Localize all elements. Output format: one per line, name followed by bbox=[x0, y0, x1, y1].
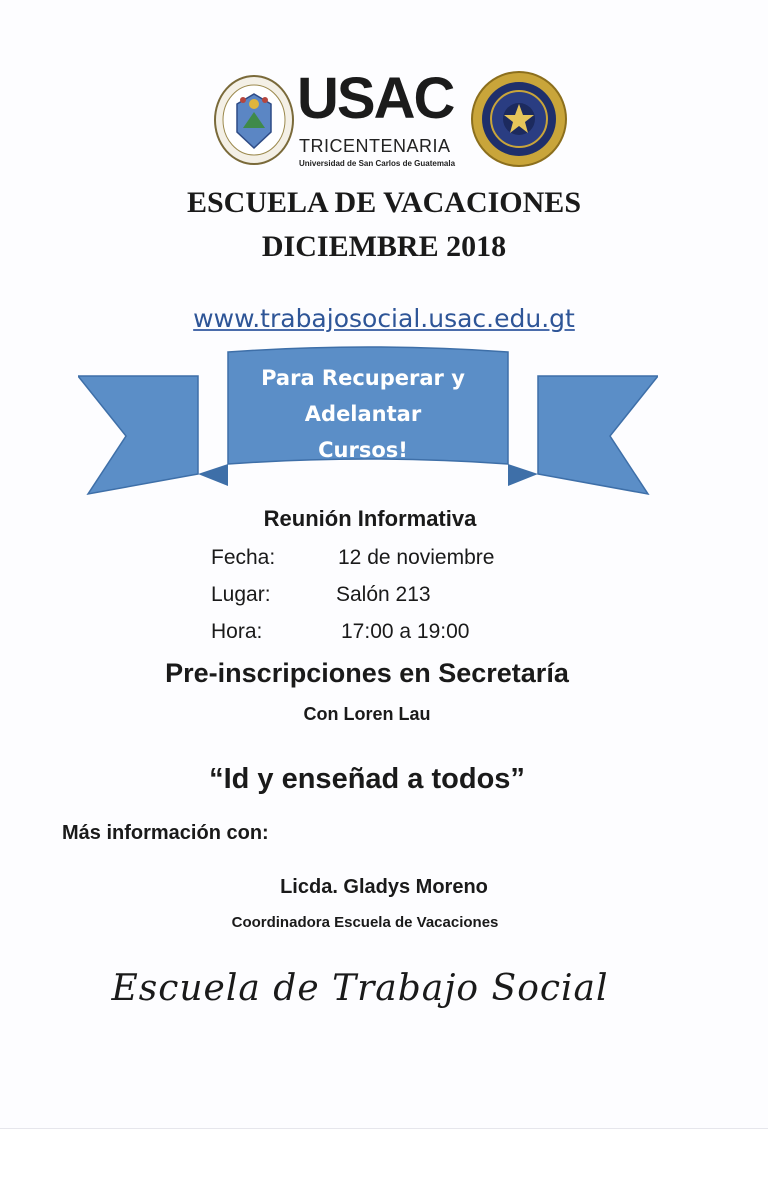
preinscription-heading: Pre-inscripciones en Secretaría bbox=[165, 658, 569, 688]
scan-bottom-edge bbox=[0, 1128, 768, 1201]
banner-line-2: Adelantar bbox=[304, 402, 422, 426]
page-title-line-1: ESCUELA DE VACACIONES bbox=[186, 186, 581, 219]
meeting-time-label: Hora: bbox=[211, 620, 263, 643]
usac-word: USAC bbox=[297, 66, 454, 131]
tricentenaria-word: TRICENTENARIA bbox=[299, 136, 451, 156]
meeting-time-value: 17:00 a 19:00 bbox=[341, 620, 470, 643]
motto: “Id y enseñad a todos” bbox=[209, 763, 525, 795]
meeting-place-label: Lugar: bbox=[211, 583, 271, 606]
header-logos bbox=[205, 66, 575, 176]
usac-seal-logo bbox=[213, 74, 295, 166]
page-title-line-2: DICIEMBRE 2018 bbox=[261, 230, 507, 263]
contact-name: Licda. Gladys Moreno bbox=[280, 876, 488, 898]
banner-ribbon bbox=[78, 346, 658, 506]
banner-line-3: Cursos! bbox=[318, 438, 408, 462]
trabajo-social-seal-logo bbox=[470, 70, 568, 168]
website-link[interactable]: www.trabajosocial.usac.edu.gt bbox=[193, 304, 575, 333]
more-info-label: Más información con: bbox=[62, 822, 269, 844]
meeting-date-label: Fecha: bbox=[211, 546, 276, 569]
meeting-heading: Reunión Informativa bbox=[263, 506, 477, 531]
university-name: Universidad de San Carlos de Guatemala bbox=[299, 159, 456, 168]
banner-text bbox=[218, 360, 508, 468]
school-signature: Escuela de Trabajo Social bbox=[111, 968, 609, 1009]
preinscription-contact: Con Loren Lau bbox=[303, 704, 431, 724]
banner-line-1: Para Recuperar y bbox=[261, 366, 465, 390]
meeting-place-value: Salón 213 bbox=[336, 583, 431, 606]
contact-role: Coordinadora Escuela de Vacaciones bbox=[231, 914, 499, 931]
usac-wordmark bbox=[297, 66, 465, 176]
meeting-date-value: 12 de noviembre bbox=[338, 546, 495, 569]
